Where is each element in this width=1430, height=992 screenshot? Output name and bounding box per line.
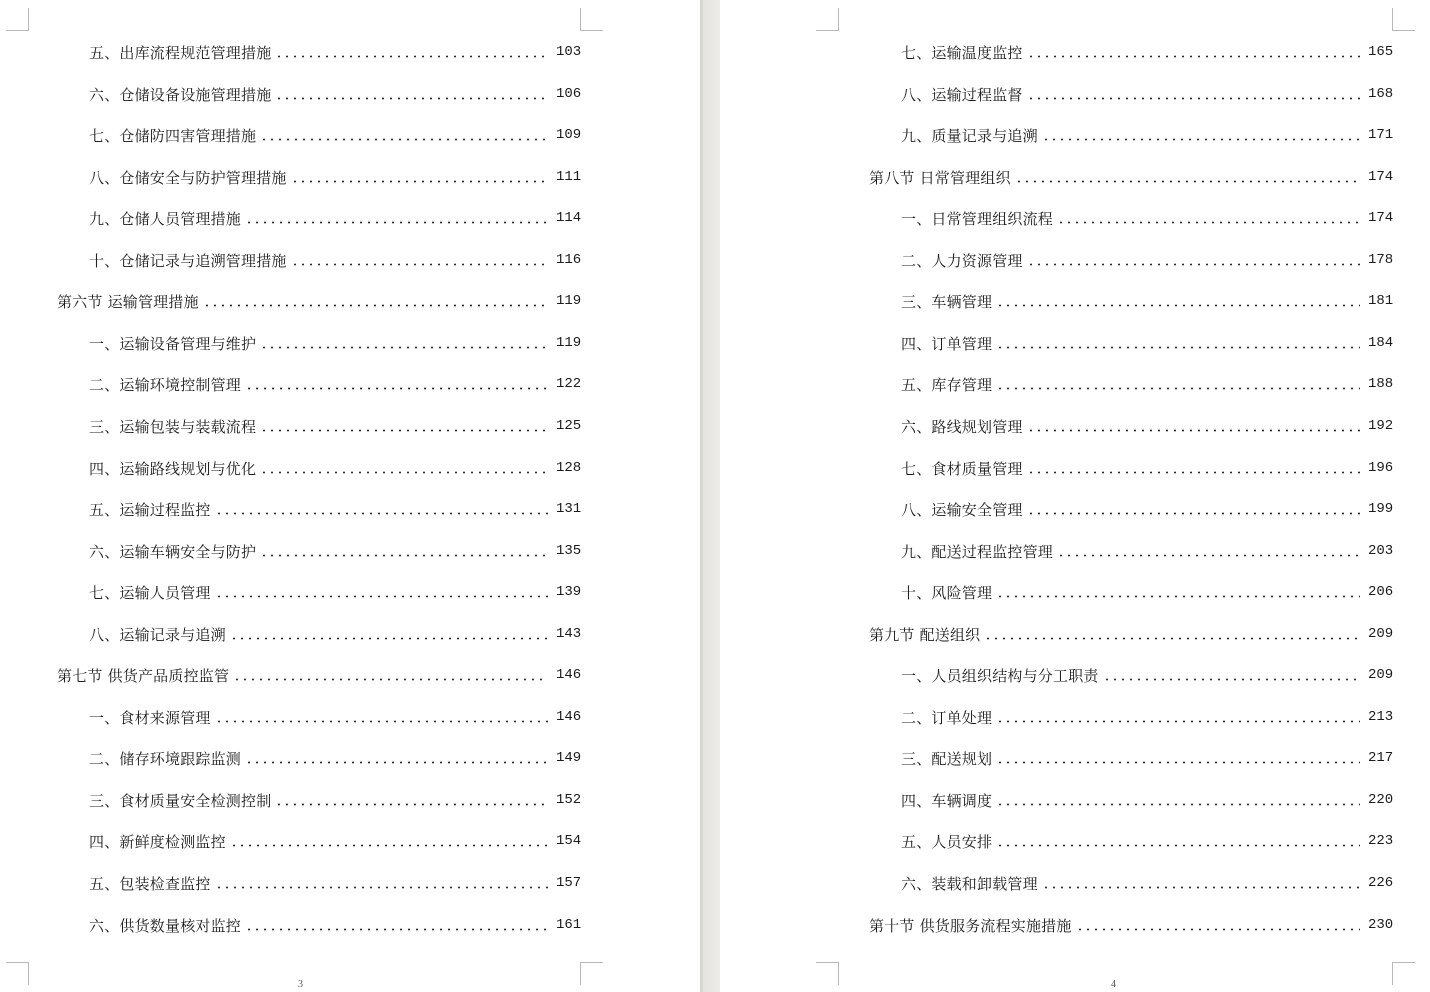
toc-entry[interactable] xyxy=(901,788,1392,812)
toc-section-entry[interactable] xyxy=(57,289,580,313)
toc-leader-dots xyxy=(1057,554,1360,557)
toc-entry[interactable] xyxy=(901,206,1392,230)
page-number: 3 xyxy=(298,979,303,990)
toc-entry[interactable] xyxy=(89,705,580,729)
toc-entry-title: 七、运输温度监控 xyxy=(901,43,1023,62)
toc-entry-title: 八、运输记录与追溯 xyxy=(89,625,226,644)
toc-entry[interactable] xyxy=(89,82,580,106)
toc-entry[interactable] xyxy=(89,622,580,646)
toc-page-number: 146 xyxy=(556,709,582,725)
toc-page-number: 119 xyxy=(556,335,582,351)
toc-leader-dots xyxy=(1076,928,1360,931)
toc-leader-dots xyxy=(1027,55,1360,58)
toc-leader-dots xyxy=(291,180,548,183)
toc-entry[interactable] xyxy=(89,539,580,563)
toc-entry-title: 一、人员组织结构与分工职责 xyxy=(901,666,1099,685)
toc-page-number: 119 xyxy=(556,293,582,309)
toc-leader-dots xyxy=(260,554,548,557)
toc-leader-dots xyxy=(245,387,548,390)
toc-entry-title: 八、仓储安全与防护管理措施 xyxy=(89,168,287,187)
toc-leader-dots xyxy=(1015,180,1360,183)
toc-entry-title: 二、运输环境控制管理 xyxy=(89,375,242,394)
toc-section-entry[interactable] xyxy=(869,913,1392,937)
toc-entry-title: 三、车辆管理 xyxy=(901,292,993,311)
toc-entry[interactable] xyxy=(901,248,1392,272)
crop-mark-top-left xyxy=(6,8,29,31)
toc-entry[interactable] xyxy=(901,580,1392,604)
toc-entry-title: 六、装载和卸载管理 xyxy=(901,874,1038,893)
toc-page-number: 154 xyxy=(556,833,582,849)
toc-page-number: 223 xyxy=(1368,833,1394,849)
toc-section-entry[interactable] xyxy=(869,165,1392,189)
toc-entry-title: 二、人力资源管理 xyxy=(901,251,1023,270)
toc-entry[interactable] xyxy=(901,746,1392,770)
toc-entry[interactable] xyxy=(901,414,1392,438)
toc-entry[interactable] xyxy=(89,414,580,438)
toc-entry-title: 第九节 配送组织 xyxy=(869,625,981,644)
toc-leader-dots xyxy=(245,221,548,224)
toc-page-number: 192 xyxy=(1368,418,1394,434)
toc-entry-title: 九、仓储人员管理措施 xyxy=(89,209,242,228)
toc-entry-title: 二、订单处理 xyxy=(901,708,993,727)
toc-entry-title: 六、供货数量核对监控 xyxy=(89,916,242,935)
toc-entry-title: 第七节 供货产品质控监管 xyxy=(57,666,230,685)
toc-entry[interactable] xyxy=(89,123,580,147)
toc-entry-title: 第六节 运输管理措施 xyxy=(57,292,199,311)
toc-page-number: 213 xyxy=(1368,709,1394,725)
toc-page-number: 128 xyxy=(556,460,582,476)
toc-entry-title: 八、运输安全管理 xyxy=(901,500,1023,519)
toc-entry-title: 一、运输设备管理与维护 xyxy=(89,334,257,353)
toc-leader-dots xyxy=(1027,263,1360,266)
toc-page-number: 109 xyxy=(556,127,582,143)
toc-entry[interactable] xyxy=(89,788,580,812)
crop-mark-top-right xyxy=(1392,8,1415,31)
toc-leader-dots xyxy=(1027,471,1360,474)
toc-entry-title: 二、储存环境跟踪监测 xyxy=(89,749,242,768)
toc-entry-title: 六、路线规划管理 xyxy=(901,417,1023,436)
toc-page-number: 149 xyxy=(556,750,582,766)
toc-entry[interactable] xyxy=(89,456,580,480)
toc-entry[interactable] xyxy=(89,497,580,521)
toc-page-number: 171 xyxy=(1368,127,1394,143)
toc-section-entry[interactable] xyxy=(869,622,1392,646)
toc-entry-title: 五、包装检查监控 xyxy=(89,874,211,893)
toc-entry-title: 三、运输包装与装载流程 xyxy=(89,417,257,436)
toc-entry-title: 六、运输车辆安全与防护 xyxy=(89,542,257,561)
toc-leader-dots xyxy=(215,886,548,889)
toc-entry[interactable] xyxy=(901,40,1392,64)
page-number: 4 xyxy=(1111,979,1116,990)
toc-entry[interactable] xyxy=(901,82,1392,106)
toc-entry-title: 八、运输过程监督 xyxy=(901,85,1023,104)
toc-entry[interactable] xyxy=(89,746,580,770)
toc-leader-dots xyxy=(260,346,548,349)
toc-leader-dots xyxy=(984,637,1360,640)
toc-leader-dots xyxy=(215,512,548,515)
toc-leader-dots xyxy=(230,637,548,640)
toc-entry[interactable] xyxy=(901,871,1392,895)
crop-mark-bottom-left xyxy=(816,962,839,985)
toc-leader-dots xyxy=(260,138,548,141)
toc-page-number: 168 xyxy=(1368,86,1394,102)
toc-page-number: 161 xyxy=(556,917,582,933)
toc-leader-dots xyxy=(1057,221,1360,224)
toc-page-number: 209 xyxy=(1368,626,1394,642)
toc-entry-title: 九、配送过程监控管理 xyxy=(901,542,1054,561)
toc-leader-dots xyxy=(996,387,1360,390)
toc-entry[interactable] xyxy=(901,456,1392,480)
toc-entry[interactable] xyxy=(89,206,580,230)
toc-page-number: 174 xyxy=(1368,210,1394,226)
toc-entry-title: 五、出库流程规范管理措施 xyxy=(89,43,272,62)
toc-page-number: 217 xyxy=(1368,750,1394,766)
toc-entry[interactable] xyxy=(901,539,1392,563)
toc-leader-dots xyxy=(996,803,1360,806)
toc-page-number: 106 xyxy=(556,86,582,102)
toc-page-number: 203 xyxy=(1368,543,1394,559)
toc-leader-dots xyxy=(996,595,1360,598)
toc-leader-dots xyxy=(996,346,1360,349)
toc-entry[interactable] xyxy=(89,871,580,895)
toc-page-number: 111 xyxy=(556,169,582,185)
toc-entry[interactable] xyxy=(901,372,1392,396)
toc-page-number: 139 xyxy=(556,584,582,600)
toc-entry[interactable] xyxy=(89,372,580,396)
toc-entry-title: 七、食材质量管理 xyxy=(901,459,1023,478)
page-gutter-shadow xyxy=(700,0,703,992)
toc-entry-title: 四、订单管理 xyxy=(901,334,993,353)
crop-mark-top-left xyxy=(816,8,839,31)
toc-leader-dots xyxy=(233,678,548,681)
toc-entry-title: 七、仓储防四害管理措施 xyxy=(89,126,257,145)
toc-page-number: 116 xyxy=(556,252,582,268)
toc-leader-dots xyxy=(215,595,548,598)
toc-page-number: 157 xyxy=(556,875,582,891)
toc-leader-dots xyxy=(215,720,548,723)
crop-mark-top-right xyxy=(580,8,603,31)
toc-page-number: 152 xyxy=(556,792,582,808)
toc-entry[interactable] xyxy=(89,40,580,64)
toc-leader-dots xyxy=(996,304,1360,307)
toc-entry-title: 五、库存管理 xyxy=(901,375,993,394)
toc-entry-title: 四、运输路线规划与优化 xyxy=(89,459,257,478)
toc-page-number: 226 xyxy=(1368,875,1394,891)
toc-page-number: 184 xyxy=(1368,335,1394,351)
toc-leader-dots xyxy=(1027,429,1360,432)
toc-entry[interactable] xyxy=(901,289,1392,313)
toc-page-number: 181 xyxy=(1368,293,1394,309)
toc-entry[interactable] xyxy=(89,829,580,853)
toc-entry-title: 第八节 日常管理组织 xyxy=(869,168,1011,187)
toc-entry-title: 三、配送规划 xyxy=(901,749,993,768)
crop-mark-bottom-right xyxy=(1392,962,1415,985)
toc-page-number: 188 xyxy=(1368,376,1394,392)
toc-entry[interactable] xyxy=(901,123,1392,147)
toc-entry-title: 五、运输过程监控 xyxy=(89,500,211,519)
toc-entry-title: 四、新鲜度检测监控 xyxy=(89,832,226,851)
toc-entry[interactable] xyxy=(89,913,580,937)
toc-leader-dots xyxy=(245,928,548,931)
toc-entry-title: 十、仓储记录与追溯管理措施 xyxy=(89,251,287,270)
toc-page-number: 146 xyxy=(556,667,582,683)
toc-entry-title: 五、人员安排 xyxy=(901,832,993,851)
toc-entry[interactable] xyxy=(901,331,1392,355)
toc-leader-dots xyxy=(245,761,548,764)
toc-page-number: 114 xyxy=(556,210,582,226)
toc-leader-dots xyxy=(1042,886,1360,889)
toc-leader-dots xyxy=(260,471,548,474)
toc-leader-dots xyxy=(260,429,548,432)
document-page-left xyxy=(0,0,700,992)
toc-page-number: 135 xyxy=(556,543,582,559)
crop-mark-bottom-left xyxy=(6,962,29,985)
toc-leader-dots xyxy=(1027,97,1360,100)
toc-page-number: 199 xyxy=(1368,501,1394,517)
toc-page-number: 143 xyxy=(556,626,582,642)
toc-page-number: 206 xyxy=(1368,584,1394,600)
toc-page-number: 131 xyxy=(556,501,582,517)
toc-leader-dots xyxy=(230,844,548,847)
toc-entry[interactable] xyxy=(89,165,580,189)
toc-leader-dots xyxy=(1027,512,1360,515)
toc-section-entry[interactable] xyxy=(57,663,580,687)
toc-leader-dots xyxy=(275,803,548,806)
toc-entry[interactable] xyxy=(89,331,580,355)
toc-leader-dots xyxy=(1042,138,1360,141)
toc-leader-dots xyxy=(203,304,548,307)
toc-entry-title: 一、日常管理组织流程 xyxy=(901,209,1054,228)
crop-mark-bottom-right xyxy=(580,962,603,985)
toc-page-number: 196 xyxy=(1368,460,1394,476)
toc-entry-title: 四、车辆调度 xyxy=(901,791,993,810)
toc-leader-dots xyxy=(996,720,1360,723)
toc-page-number: 209 xyxy=(1368,667,1394,683)
document-page-right xyxy=(720,0,1430,992)
toc-page-number: 230 xyxy=(1368,917,1394,933)
toc-page-number: 165 xyxy=(1368,44,1394,60)
toc-entry[interactable] xyxy=(901,663,1392,687)
toc-page-number: 220 xyxy=(1368,792,1394,808)
toc-page-number: 122 xyxy=(556,376,582,392)
toc-leader-dots xyxy=(996,761,1360,764)
toc-entry-title: 十、风险管理 xyxy=(901,583,993,602)
toc-entry[interactable] xyxy=(901,705,1392,729)
toc-entry-title: 六、仓储设备设施管理措施 xyxy=(89,85,272,104)
toc-entry-title: 七、运输人员管理 xyxy=(89,583,211,602)
toc-entry[interactable] xyxy=(89,248,580,272)
toc-entry-title: 一、食材来源管理 xyxy=(89,708,211,727)
toc-leader-dots xyxy=(275,55,548,58)
toc-leader-dots xyxy=(275,97,548,100)
toc-page-number: 125 xyxy=(556,418,582,434)
page-gutter xyxy=(700,0,720,992)
toc-entry-title: 九、质量记录与追溯 xyxy=(901,126,1038,145)
toc-page-number: 174 xyxy=(1368,169,1394,185)
toc-entry[interactable] xyxy=(901,497,1392,521)
toc-page-number: 178 xyxy=(1368,252,1394,268)
toc-leader-dots xyxy=(291,263,548,266)
toc-entry[interactable] xyxy=(901,829,1392,853)
toc-page-number: 103 xyxy=(556,44,582,60)
toc-entry-title: 第十节 供货服务流程实施措施 xyxy=(869,916,1072,935)
toc-entry-title: 三、食材质量安全检测控制 xyxy=(89,791,272,810)
toc-entry[interactable] xyxy=(89,580,580,604)
toc-leader-dots xyxy=(996,844,1360,847)
toc-leader-dots xyxy=(1103,678,1360,681)
